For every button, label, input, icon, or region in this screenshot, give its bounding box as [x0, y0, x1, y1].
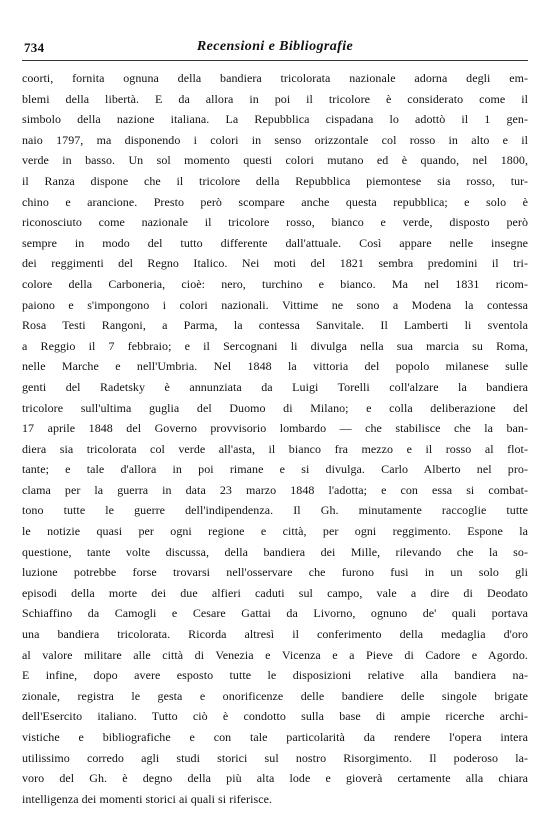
text-line: sempre in modo del tutto differente dall'attuale. Così appare nelle insegne	[22, 235, 528, 250]
text-line: paiono e s'impongono i colori nazionali. Vittime ne sono a Modena la contessa	[22, 297, 528, 312]
text-line: 17 aprile 1848 del Governo provvisorio lombardo — che stabilisce che la ban-	[22, 421, 528, 436]
text-line: Rosa Testi Rangoni, a Parma, la contessa Sanvitale. Il Lamberti li sventola	[22, 318, 528, 333]
text-line: il Ranza dispone che il tricolore della Repubblica piemontese sia rosso, tur-	[22, 173, 528, 188]
text-line: genti del Radetsky è annunziata da Luigi Torelli coll'alzare la bandiera	[22, 379, 528, 394]
text-line: dei reggimenti del Regno Italico. Nei moti del 1821 sembra predomini il tri-	[22, 256, 528, 271]
page-header	[22, 40, 528, 60]
text-line: chino e arancione. Presto però scompare anche questa repubblica; e solo è	[22, 194, 528, 209]
page-number: 734	[24, 40, 45, 55]
text-line: le notizie quasi per ogni regione e città, per ogni reggimento. Espone la	[22, 524, 528, 539]
text-line: naio 1797, ma disponendo i colori in senso orizzontale col rosso in alto e il	[22, 132, 528, 147]
text-line: a Reggio il 7 febbraio; e il Sercognani li divulga nella sua marcia su Roma,	[22, 338, 528, 353]
text-line: blemi della libertà. E da allora in poi il tricolore è considerato come il	[22, 91, 528, 106]
text-line: zionale, registra le gesta e onorificenze delle bandiere delle singole brigate	[22, 688, 528, 703]
running-title: Recensioni e Bibliografie	[196, 39, 354, 54]
text-line: vistiche e bibliografiche e con tale particolarità da rendere l'opera intera	[22, 730, 528, 744]
header-rule	[22, 60, 528, 61]
text-line: E infine, dopo avere esposto tutte le disposizioni relative alla bandiera na-	[22, 668, 528, 683]
text-line: coorti, fornita ognuna della bandiera tricolorata nazionale adorna degli em-	[22, 71, 528, 85]
text-line: intelligenza dei momenti storici ai quali si riferisce.	[22, 791, 273, 806]
text-line: clama per la guerra in data 23 marzo 1848 l'adotta; e con essa si combat-	[22, 482, 528, 497]
text-line: colore della Carboneria, cioè: nero, turchino e bianco. Ma nel 1831 ricom-	[22, 276, 528, 291]
review-text	[22, 68, 528, 809]
text-line: utilissimo corredo agli studi storici sul nostro Risorgimento. Il poderoso la-	[22, 750, 528, 765]
text-line: episodi della morte dei due alfieri caduti sul campo, vale a dire di Deodato	[22, 585, 528, 600]
text-line: riconosciuto come nazionale il tricolore rosso, bianco e verde, disposto però	[22, 215, 528, 230]
text-line: tante; e tale d'allora in poi rimane e si divulga. Carlo Alberto nel pro-	[22, 462, 528, 477]
text-line: luzione potrebbe forse trovarsi nell'osservare che furono fusi in un solo gli	[22, 565, 528, 580]
text-line: questione, tante volte discussa, della bandiera dei Mille, rilevando che la so-	[22, 544, 528, 559]
text-line: simbolo della nazione italiana. La Repubblica cispadana lo adottò il 1 gen-	[22, 112, 528, 127]
text-line: voro del Gh. è degno della più alta lode e gioverà certamente alla chiara	[22, 771, 528, 786]
text-line: dell'Esercito italiano. Tutto ciò è condotto sulla base di ampie ricerche archi-	[22, 709, 528, 724]
text-line: tricolore sull'ultima guglia del Duomo di Milano; e colla deliberazione del	[22, 400, 528, 415]
text-line: una bandiera tricolorata. Ricorda altresì il conferimento della medaglia d'oro	[22, 627, 528, 642]
text-line: al valore militare alle città di Venezia e Vicenza e a Pieve di Cadore e Agordo.	[22, 647, 528, 662]
text-line: diera sia tricolorata col verde all'asta, il bianco fra mezzo e il rosso al flot-	[22, 441, 528, 456]
text-line: verde in basso. Un sol momento questi colori mutano ed è quando, nel 1800,	[22, 153, 528, 168]
text-line: nelle Marche e nell'Umbria. Nel 1848 la vittoria del popolo milanese sulle	[22, 359, 528, 374]
text-line: Schiaffino da Camogli e Cesare Gattai da Livorno, ognuno de' quali portava	[22, 606, 528, 621]
text-line: tono tutte le guerre dell'indipendenza. Il Gh. minutamente raccoglie tutte	[22, 503, 528, 518]
